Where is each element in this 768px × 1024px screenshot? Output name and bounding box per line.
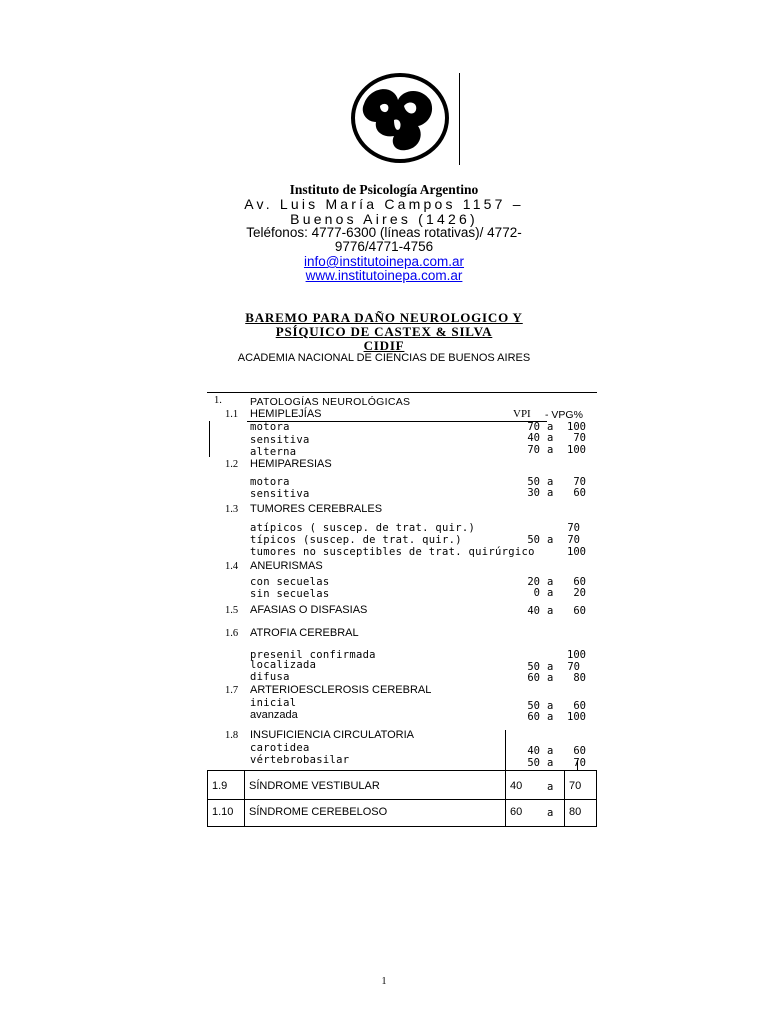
- group-title: AFASIAS O DISFASIAS: [250, 604, 368, 616]
- value-min: 40: [527, 432, 540, 444]
- column-header-vpg: - VPG%: [545, 409, 583, 421]
- box-col-2: [244, 770, 245, 826]
- value-max: 100: [567, 444, 586, 456]
- box-col-3: [505, 770, 506, 826]
- value-connector: a: [547, 444, 554, 456]
- value-max: 20: [573, 587, 586, 599]
- group-underline: [247, 421, 547, 422]
- group-title: HEMIPARESIAS: [250, 458, 332, 470]
- value-min: 40: [527, 605, 540, 617]
- table-row-number: 1.10: [212, 806, 234, 818]
- group-number: 1.8: [225, 730, 239, 741]
- website-link[interactable]: www.institutoinepa.com.ar: [305, 268, 463, 283]
- list-item-label: sensitiva: [250, 488, 310, 500]
- value-max: 100: [567, 649, 586, 661]
- value-min: 50: [527, 757, 540, 769]
- list-item-label: motora: [250, 476, 290, 488]
- value-connector: a: [547, 432, 554, 444]
- box-col-4: [564, 770, 565, 826]
- value-max: 70: [573, 476, 586, 488]
- institute-name: Instituto de Psicología Argentino: [289, 182, 479, 197]
- value-max: 80: [573, 672, 586, 684]
- doc-title-line-3: CIDIF: [363, 338, 405, 353]
- list-item-label: inicial: [250, 697, 297, 709]
- email-link[interactable]: info@institutoinepa.com.ar: [303, 254, 465, 269]
- value-max: 70: [573, 757, 586, 769]
- table-top-rule: [207, 392, 597, 393]
- group-title: ARTERIOESCLEROSIS CEREBRAL: [250, 684, 432, 696]
- group-number: 1.7: [225, 685, 239, 696]
- section-number: 1.: [214, 395, 222, 406]
- list-item-label: avanzada: [250, 709, 298, 721]
- value-connector: a: [547, 576, 554, 588]
- value-max: 60: [573, 487, 586, 499]
- value-min: 50: [527, 661, 540, 673]
- group-number: 1.4: [225, 561, 239, 572]
- value-max: 70: [567, 661, 580, 673]
- value-min: 50: [527, 700, 540, 712]
- value-max: 60: [573, 700, 586, 712]
- list-item-label: típicos (suscep. de trat. quir.): [250, 534, 462, 546]
- value-connector: a: [547, 672, 554, 684]
- value-connector: a: [547, 745, 554, 757]
- value-min: 20: [527, 576, 540, 588]
- value-connector: a: [547, 757, 554, 769]
- value-min: 50: [527, 534, 540, 546]
- institute-logo: [340, 72, 465, 168]
- website-row: [0, 267, 768, 285]
- list-item-label: carotidea: [250, 742, 310, 754]
- value-max: 70: [567, 534, 580, 546]
- value-connector: a: [547, 487, 554, 499]
- phones-line-1: Teléfonos: 4777-6300 (líneas rotativas)/ 4772-: [246, 225, 522, 240]
- cell-tick: [577, 760, 578, 770]
- value-min: 60: [527, 672, 540, 684]
- table-row-max: 70: [569, 780, 582, 792]
- group-number: 1.2: [225, 459, 239, 470]
- section-title: PATOLOGÍAS NEUROLÓGICAS: [250, 396, 411, 408]
- list-item-label: difusa: [250, 671, 290, 683]
- box-col-5: [596, 770, 597, 826]
- list-item-label: motora: [250, 421, 290, 433]
- group-bracket: [209, 421, 210, 457]
- doc-title-line-1: BAREMO PARA DAÑO NEUROLOGICO Y: [245, 310, 523, 325]
- list-item-label: tumores no susceptibles de trat. quirúrgico: [250, 546, 535, 558]
- list-item-label: con secuelas: [250, 576, 330, 588]
- value-connector: a: [547, 605, 554, 617]
- group-title: ANEURISMAS: [250, 560, 323, 572]
- list-item-label: presenil confirmada: [250, 649, 376, 661]
- table-row-min: 60: [510, 806, 523, 818]
- doc-title-line-2: PSÍQUICO DE CASTEX & SILVA: [275, 324, 493, 339]
- academy-name: ACADEMIA NACIONAL DE CIENCIAS DE BUENOS AIRES: [237, 352, 531, 364]
- value-max: 100: [567, 546, 586, 558]
- value-connector: a: [547, 421, 554, 433]
- list-item-label: vértebrobasilar: [250, 754, 350, 766]
- value-min: 70: [527, 444, 540, 456]
- list-item-label: atípicos ( suscep. de trat. quir.): [250, 522, 476, 534]
- group-number: 1.1: [225, 409, 239, 420]
- table-row-max: 80: [569, 806, 582, 818]
- value-connector: a: [547, 700, 554, 712]
- value-max: 60: [573, 605, 586, 617]
- value-connector: a: [547, 587, 554, 599]
- box-rule-mid: [207, 799, 597, 800]
- group-number: 1.3: [225, 504, 239, 515]
- table-row-title: SÍNDROME VESTIBULAR: [249, 780, 380, 792]
- value-max: 100: [567, 711, 586, 723]
- group-bracket: [505, 730, 506, 770]
- value-min: 50: [527, 476, 540, 488]
- value-min: 30: [527, 487, 540, 499]
- value-max: 70: [567, 522, 580, 534]
- address-line-2: Buenos Aires (1426): [290, 211, 478, 227]
- value-connector: a: [547, 534, 554, 546]
- value-max: 60: [573, 745, 586, 757]
- value-min: 70: [527, 421, 540, 433]
- box-col-1: [207, 770, 208, 826]
- group-title: ATROFIA CEREBRAL: [250, 627, 359, 639]
- value-max: 60: [573, 576, 586, 588]
- group-number: 1.5: [225, 605, 239, 616]
- list-item-label: sin secuelas: [250, 588, 330, 600]
- list-item-label: alterna: [250, 446, 297, 458]
- value-min: 40: [527, 745, 540, 757]
- value-max: 70: [573, 432, 586, 444]
- column-header-vpi: VPI: [513, 408, 531, 420]
- table-row-connector: a: [547, 807, 554, 819]
- value-max: 100: [567, 421, 586, 433]
- value-min: 0: [533, 587, 540, 599]
- value-min: 60: [527, 711, 540, 723]
- table-row-connector: a: [547, 781, 554, 793]
- address-line-1: Av. Luis María Campos 1157 –: [244, 196, 524, 212]
- list-item-label: localizada: [250, 659, 317, 671]
- value-connector: a: [547, 711, 554, 723]
- value-connector: a: [547, 661, 554, 673]
- table-row-number: 1.9: [212, 780, 228, 792]
- page-number: 1: [381, 976, 387, 987]
- box-rule-bottom: [207, 826, 597, 827]
- table-row-title: SÍNDROME CEREBELOSO: [249, 806, 388, 818]
- table-row-min: 40: [510, 780, 523, 792]
- value-connector: a: [547, 476, 554, 488]
- group-number: 1.6: [225, 628, 239, 639]
- phones-line-2: 9776/4771-4756: [334, 239, 434, 254]
- box-rule-top: [207, 770, 597, 771]
- group-title: HEMIPLEJÍAS: [250, 408, 322, 420]
- list-item-label: sensitiva: [250, 434, 310, 446]
- group-title: TUMORES CEREBRALES: [250, 503, 383, 515]
- group-title: INSUFICIENCIA CIRCULATORIA: [250, 729, 415, 741]
- logo-divider: [459, 73, 460, 165]
